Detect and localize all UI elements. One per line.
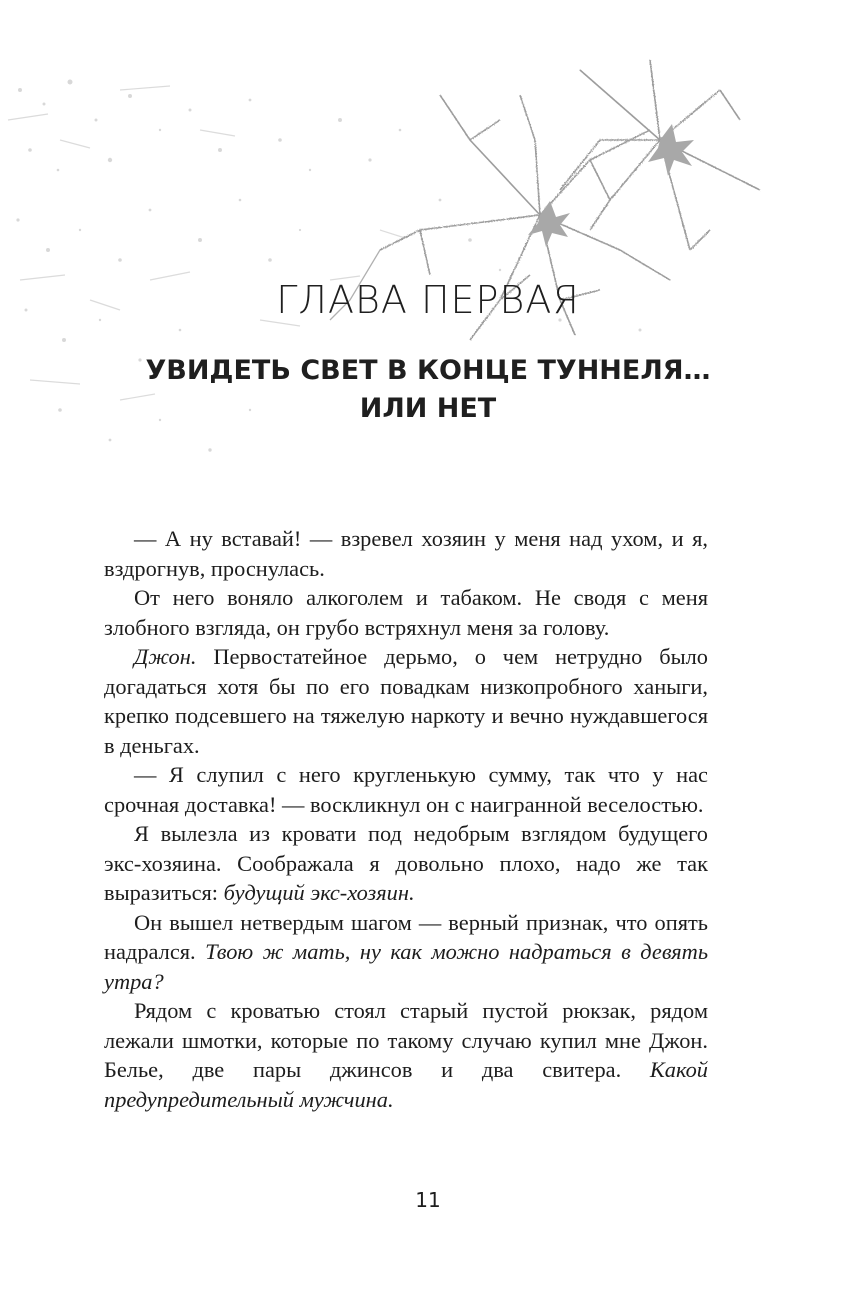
chapter-subtitle (0, 352, 856, 428)
page-number: 11 (415, 1188, 441, 1212)
italic-thought: будущий экс-хозяин. (223, 880, 415, 905)
paragraph-4: — Я слупил с него кругленькую сумму, так что у нас срочная доставка! — воскликнул он с наигранной веселостью. (104, 762, 708, 817)
italic-thought: Какой предупредительный мужчина. (104, 1057, 708, 1112)
paragraph-3: Джон. Первостатейное дерьмо, о чем нетрудно было догадаться хотя бы по его повадкам низкопробного ханыги, крепко подсевшего на тяжелую наркоту и вечно нуждавшегося в деньгах. (104, 644, 708, 758)
chapter-title: ГЛАВА ПЕРВАЯ (276, 278, 580, 322)
paragraph-7: Рядом с кроватью стоял старый пустой рюкзак, рядом лежали шмотки, которые по такому случаю купил мне Джон. Белье, две пары джинсов и два свитера. Какой предупредительный мужчина. (104, 998, 708, 1112)
italic-thought: Твою ж мать, ну как можно надраться в девять утра? (104, 939, 709, 994)
paragraph-1: — А ну вставай! — взревел хозяин у меня над ухом, и я, вздрогнув, проснулась. (104, 526, 708, 581)
paragraph-2: От него воняло алкоголем и табаком. Не сводя с меня злобного взгляда, он грубо встряхнул меня за голову. (104, 585, 708, 640)
paragraph-6: Он вышел нетвердым шагом — верный признак, что опять надрался. Твою ж мать, ну как можно надраться в девять утра? (104, 909, 709, 994)
italic-name: Джон. (134, 644, 197, 669)
paragraph-5: Я вылезла из кровати под недобрым взглядом будущего экс-хозяина. Соображала я довольно плохо, надо же так выразиться: будущий экс-хозяин. (104, 821, 708, 905)
chapter-subtitle-line-1: УВИДЕТЬ СВЕТ В КОНЦЕ ТУННЕЛЯ… (145, 355, 711, 386)
chapter-subtitle-line-2: ИЛИ НЕТ (359, 393, 497, 424)
chapter-body (104, 524, 708, 1114)
